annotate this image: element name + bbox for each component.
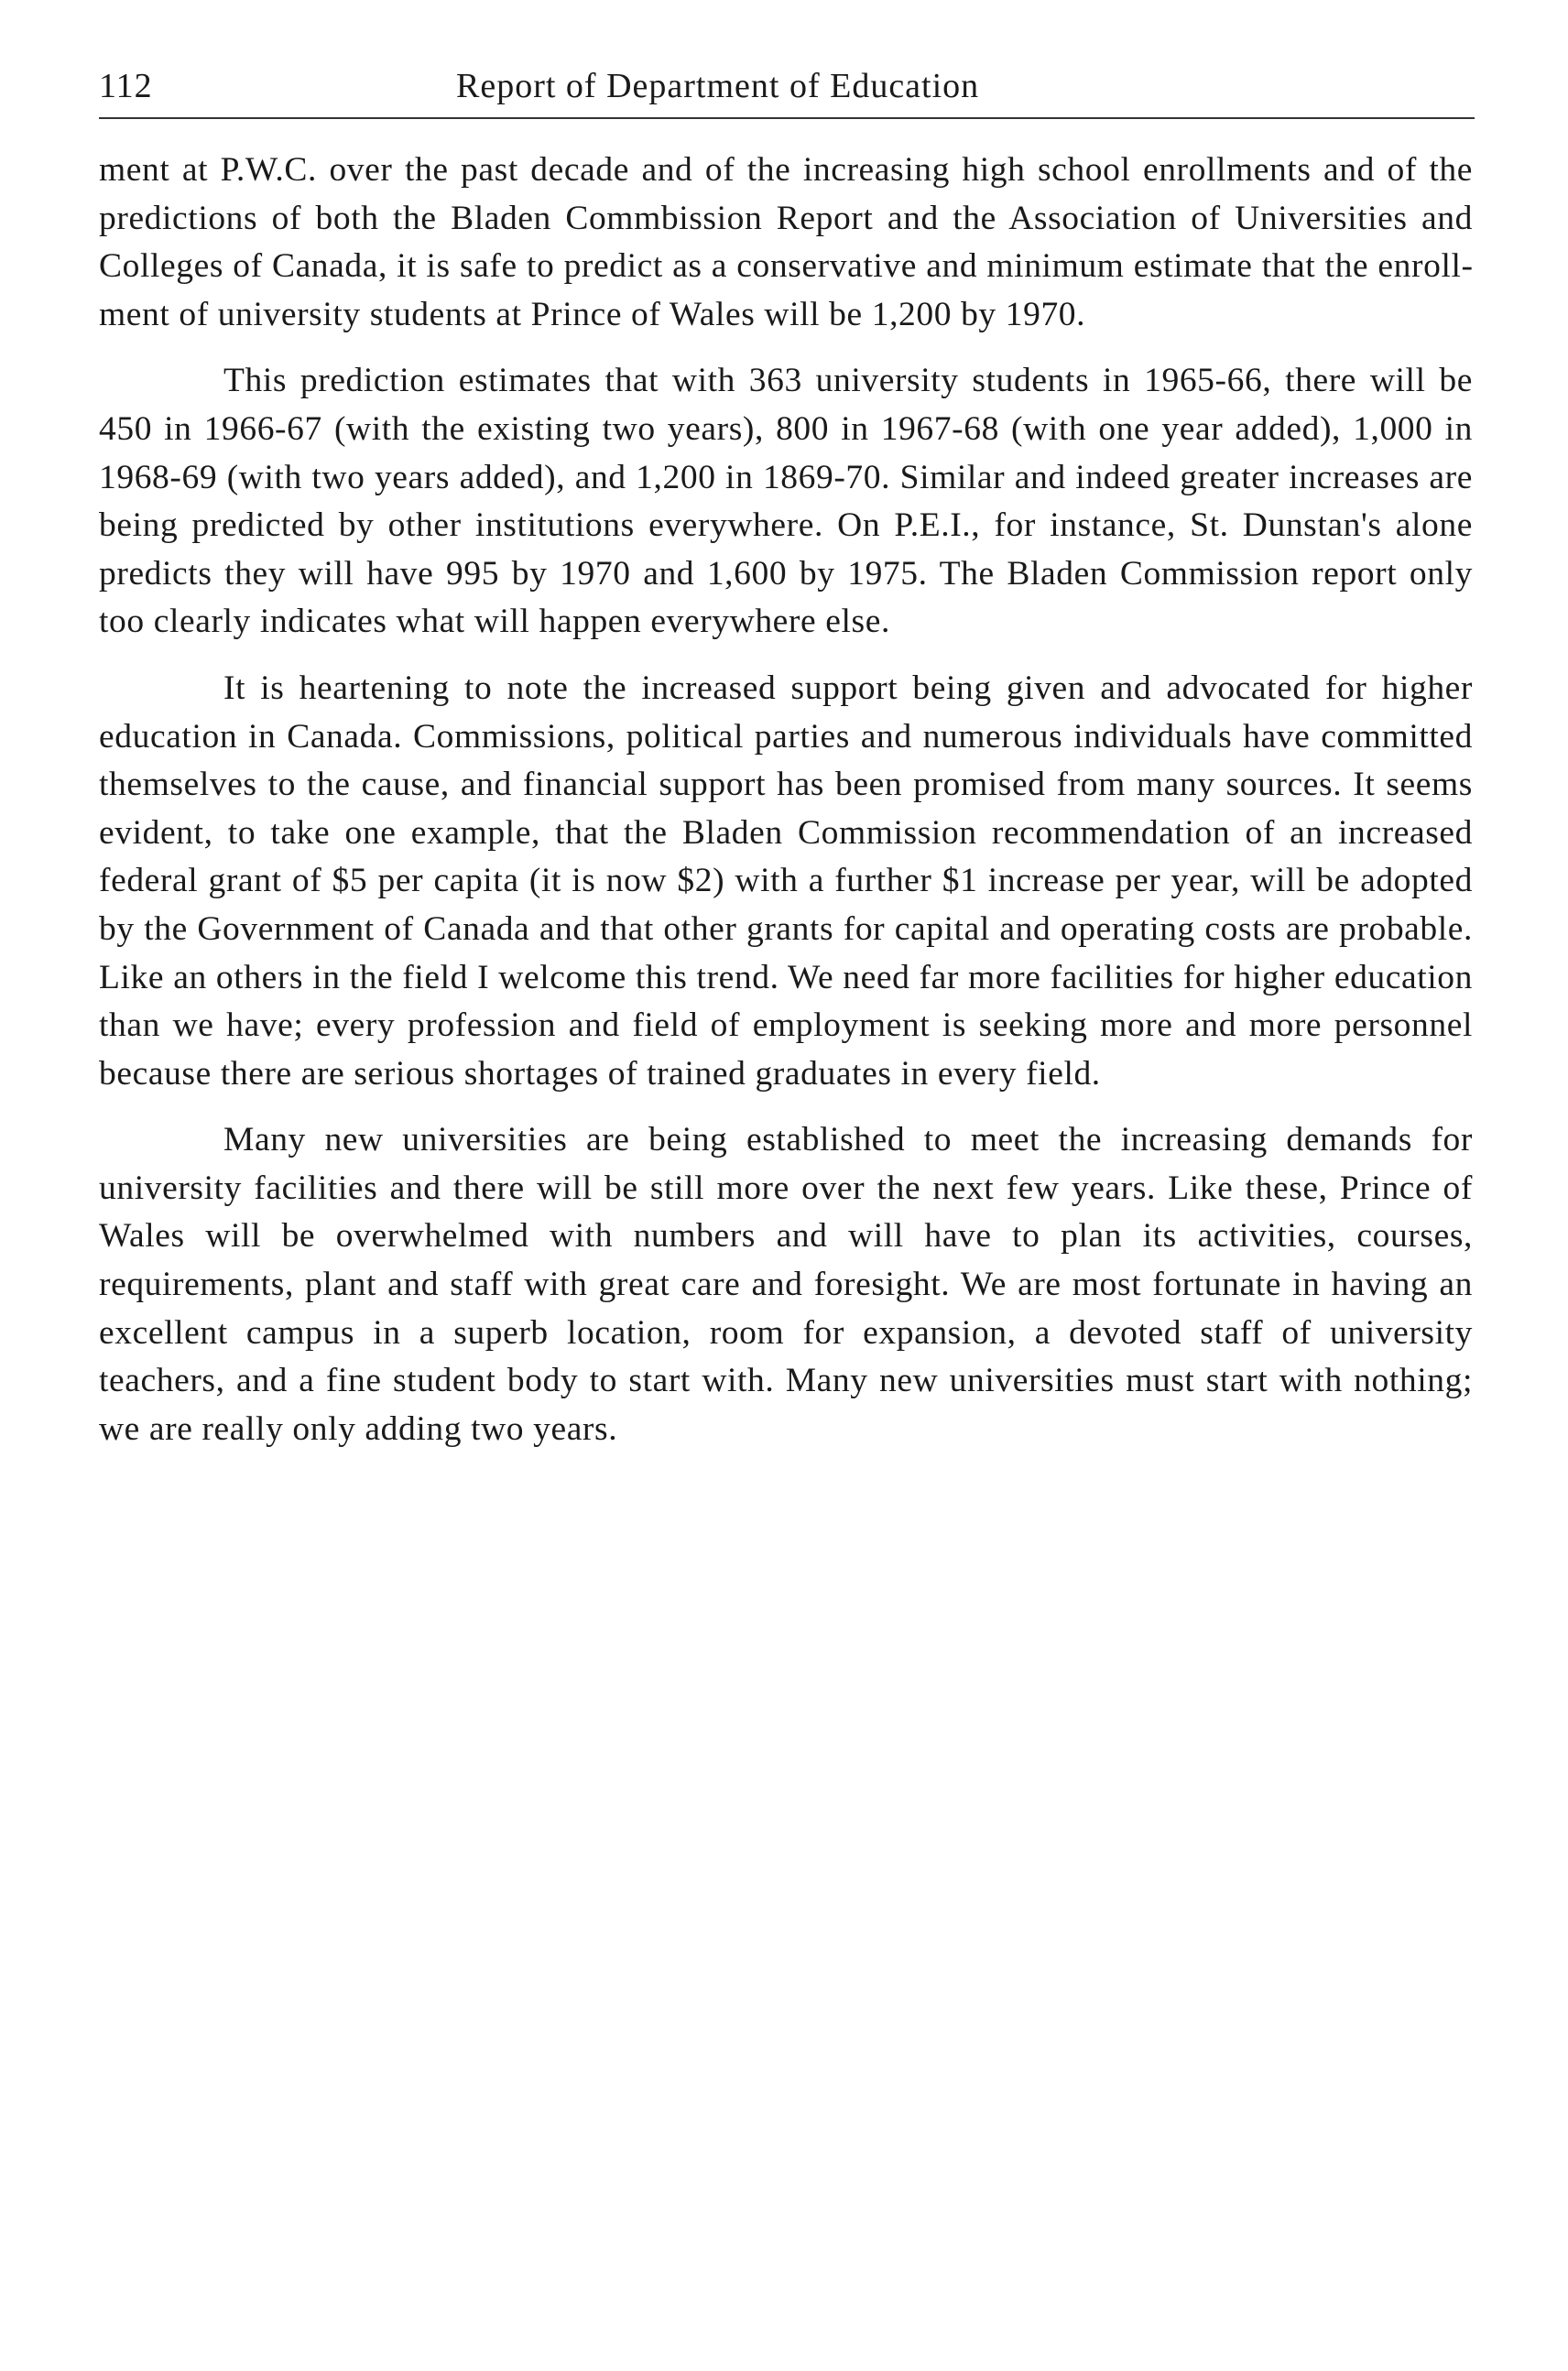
paragraph-enrollment-prediction: This prediction estimates that with 363 university students in 1965-66, there will be 450 in 1966-67 (with the existing two years), 800 in 1967-68 (with one year added), 1,000 in 1968-69 (with two years added), and 1,200 in 1869-70. Similar and indeed greater increases are being predicted by other institutions everywhere. On P.E.I., for instance, St. Dunstan's alone predicts they will have 995 by 1970 and 1,600 by 1975. The Bladen Commission report only too clearly indicates what will happen everywhere else.	[99, 362, 1473, 641]
paragraph-new-universities: Many new universities are being established to meet the increasing demands for university facilities and there will be still more over the next few years. Like these, Prince of Wales will be overwhelmed with numbers and will have to plan its activities, courses, requirements, plant and staff with great care and foresight. We are most fortunate in having an excellent campus in a superb location, room for expansion, a devoted staff of university teachers, and a fine student body to start with. Many new universities must start with nothing; we are really only adding two years.	[99, 1121, 1473, 1448]
running-head	[99, 60, 1473, 112]
running-title: Report of Department of Education	[456, 67, 980, 105]
header-rule	[99, 117, 1475, 119]
paragraph-continuation: ment at P.W.C. over the past decade and of the increasing high school enrollments and of the predictions of both the Bladen Commbission Report and the Association of Universities and Colleges of Canada, it is safe to predict as a conservative and minimum estimate that the enrollment of university students at Prince of Wales will be 1,200 by 1970.	[99, 151, 1473, 333]
page-number: 112	[99, 67, 153, 105]
body-text	[99, 147, 1473, 1472]
paragraph-support-for-higher-education: It is heartening to note the increased support being given and advocated for higher education in Canada. Commissions, political parties and numerous individuals have committed themselves to the cause, and financial support has been promised from many sources. It seems evident, to take one example, that the Bladen Commission recommendation of an increased federal grant of $5 per capita (it is now $2) with a further $1 increase per year, will be adopted by the Government of Canada and that other grants for capital and operating costs are probable. Like an others in the field I welcome this trend. We need far more facilities for higher education than we have; every profession and field of employment is seeking more and more personnel because there are serious shortages of trained graduates in every field.	[99, 669, 1473, 1093]
